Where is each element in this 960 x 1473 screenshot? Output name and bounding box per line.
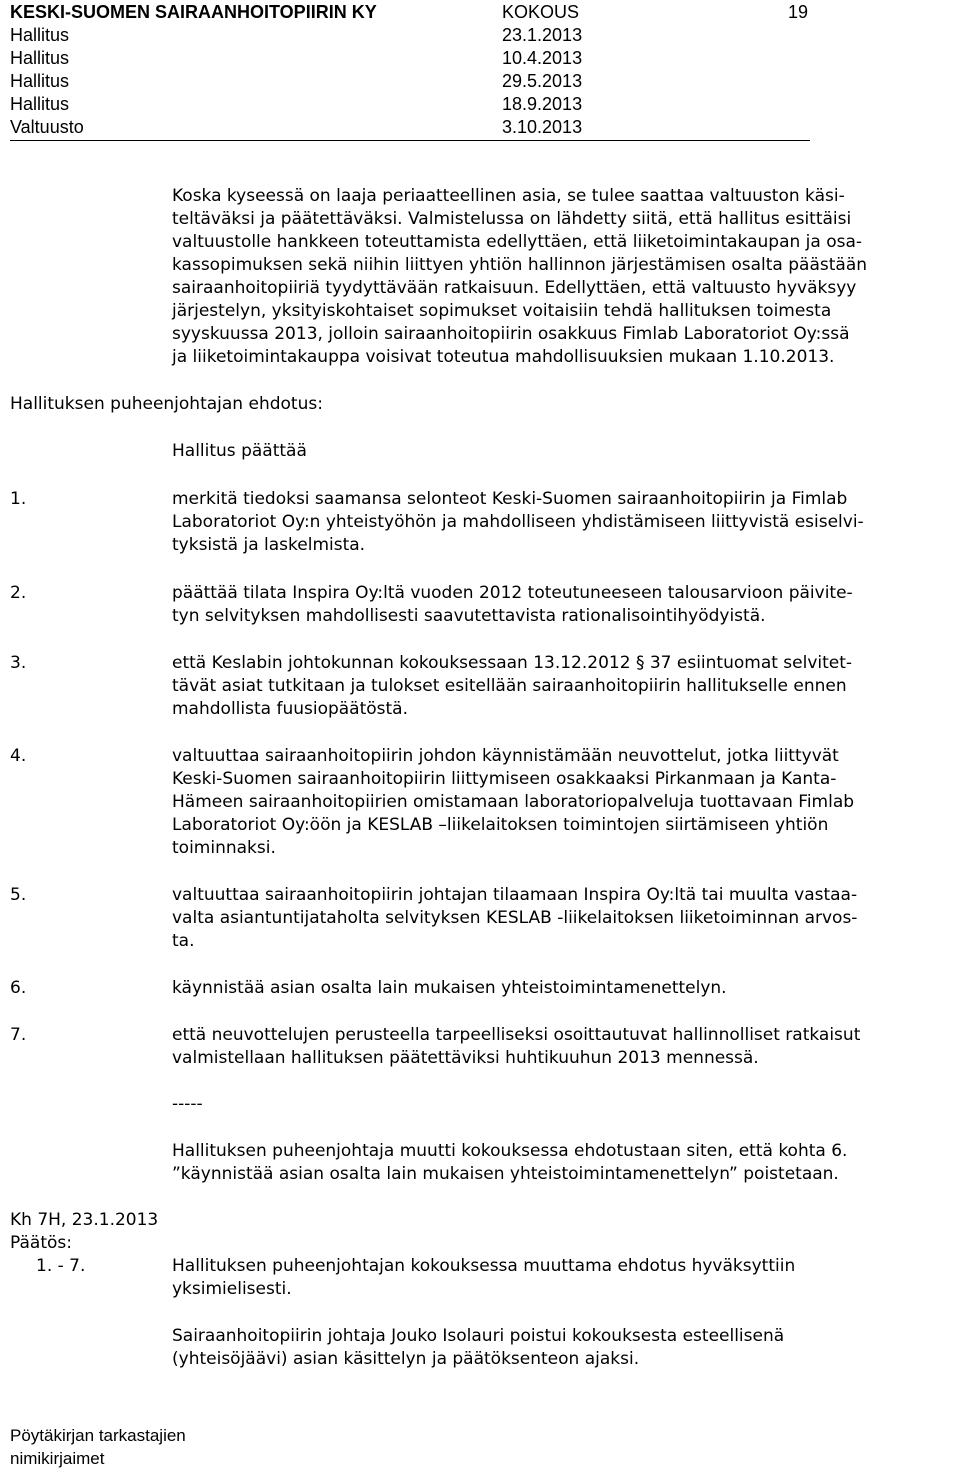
item-number: 1. <box>10 489 27 509</box>
item-line: käynnistää asian osalta lain mukaisen yhteistoimintamenettelyn. <box>172 978 727 998</box>
decision-label: Päätös: <box>10 1233 72 1253</box>
chair-note-line: ”käynnistää asian osalta lain mukaisen yhteistoimintamenettelyn” poistetaan. <box>172 1164 839 1184</box>
decision-text-line: Hallituksen puheenjohtajan kokouksessa muuttama ehdotus hyväksyttiin <box>172 1256 796 1276</box>
item-line: Laboratoriot Oy:n yhteistyöhön ja mahdolliseen yhdistämiseen liittyvistä esiselvi- <box>172 512 864 532</box>
page-number: 19 <box>788 2 809 22</box>
item-number: 2. <box>10 583 27 603</box>
separator: ----- <box>172 1094 203 1114</box>
chair-note-line: Hallituksen puheenjohtaja muutti kokouksessa ehdotustaan siten, että kohta 6. <box>172 1141 848 1161</box>
decision-reference: Kh 7H, 23.1.2013 <box>10 1210 159 1230</box>
intro-line: teltäväksi ja päätettäväksi. Valmistelussa on lähdetty siitä, että hallitus esittäisi <box>172 209 852 229</box>
meeting-date: 29.5.2013 <box>502 71 583 91</box>
meeting-body: Hallitus <box>10 48 70 68</box>
decision-note-line: Sairaanhoitopiirin johtaja Jouko Isolauri poistui kokouksesta esteellisenä <box>172 1326 785 1346</box>
intro-line: sairaanhoitopiiriä tyydyttävään ratkaisuun. Edellyttäen, että valtuusto hyväksyy <box>172 278 857 298</box>
item-number: 3. <box>10 653 27 673</box>
header-divider <box>10 140 810 141</box>
decides-heading: Hallitus päättää <box>172 441 307 461</box>
item-number: 6. <box>10 978 27 998</box>
item-line: että neuvottelujen perusteella tarpeelliseksi osoittautuvat hallinnolliset ratkaisut <box>172 1025 861 1045</box>
item-line: valmistellaan hallituksen päätettäviksi huhtikuuhun 2013 mennessä. <box>172 1048 759 1068</box>
item-line: valtuuttaa sairaanhoitopiirin johdon käynnistämään neuvottelut, jotka liittyvät <box>172 746 839 766</box>
meeting-label: KOKOUS <box>502 2 580 22</box>
item-line: tyksistä ja laskelmista. <box>172 535 366 555</box>
meeting-body: Hallitus <box>10 25 70 45</box>
decision-note-line: (yhteisöjäävi) asian käsittelyn ja päätöksenteon ajaksi. <box>172 1349 640 1369</box>
meeting-body: Hallitus <box>10 94 70 114</box>
meeting-body: Hallitus <box>10 71 70 91</box>
decision-text-line: yksimielisesti. <box>172 1279 292 1299</box>
item-line: Keski-Suomen sairaanhoitopiirin liittymiseen osakkaaksi Pirkanmaan ja Kanta- <box>172 769 837 789</box>
meeting-date: 3.10.2013 <box>502 117 583 137</box>
intro-line: syyskuussa 2013, jolloin sairaanhoitopiirin osakkuus Fimlab Laboratoriot Oy:ssä <box>172 324 850 344</box>
item-line: mahdollista fuusiopäätöstä. <box>172 699 409 719</box>
item-line: merkitä tiedoksi saamansa selonteot Keski-Suomen sairaanhoitopiirin ja Fimlab <box>172 489 848 509</box>
intro-line: kassopimuksen sekä niihin liittyen yhtiön hallinnon järjestämisen osalta päästään <box>172 255 868 275</box>
item-line: tyn selvityksen mahdollisesti saavutettavista rationalisointihyödyistä. <box>172 606 766 626</box>
proposal-heading: Hallituksen puheenjohtajan ehdotus: <box>10 394 323 414</box>
item-line: ta. <box>172 931 195 951</box>
decision-range: 1. - 7. <box>36 1256 86 1276</box>
item-number: 4. <box>10 746 27 766</box>
item-number: 7. <box>10 1025 27 1045</box>
intro-line: järjestelyn, yksityiskohtaiset sopimukset voitaisiin tehdä hallituksen toimesta <box>172 301 832 321</box>
intro-line: valtuustolle hankkeen toteuttamista edellyttäen, että liiketoimintakaupan ja osa- <box>172 232 863 252</box>
meeting-date: 23.1.2013 <box>502 25 583 45</box>
footer-label: nimikirjaimet <box>10 1449 105 1468</box>
item-line: päättää tilata Inspira Oy:ltä vuoden 2012 toteutuneeseen talousarvioon päivite- <box>172 583 853 603</box>
item-line: toiminnaksi. <box>172 838 276 858</box>
intro-line: Koska kyseessä on laaja periaatteellinen asia, se tulee saattaa valtuuston käsi- <box>172 186 845 206</box>
item-line: valtuuttaa sairaanhoitopiirin johtajan tilaamaan Inspira Oy:ltä tai muulta vastaa- <box>172 885 858 905</box>
footer-label: Pöytäkirjan tarkastajien <box>10 1426 186 1445</box>
item-number: 5. <box>10 885 27 905</box>
organization-title: KESKI-SUOMEN SAIRAANHOITOPIIRIN KY <box>10 2 377 22</box>
item-line: valta asiantuntijataholta selvityksen KESLAB -liikelaitoksen liiketoiminnan arvos- <box>172 908 858 928</box>
item-line: tävät asiat tutkitaan ja tulokset esitellään sairaanhoitopiirin hallitukselle ennen <box>172 676 847 696</box>
item-line: Hämeen sairaanhoitopiirien omistamaan laboratoriopalveluja tuottavaan Fimlab <box>172 792 855 812</box>
meeting-date: 18.9.2013 <box>502 94 583 114</box>
intro-line: ja liiketoimintakauppa voisivat toteutua mahdollisuuksien mukaan 1.10.2013. <box>172 347 835 367</box>
meeting-body: Valtuusto <box>10 117 84 137</box>
item-line: että Keslabin johtokunnan kokouksessaan 13.12.2012 § 37 esiintuomat selvitet- <box>172 653 853 673</box>
item-line: Laboratoriot Oy:öön ja KESLAB –liikelaitoksen toimintojen siirtämiseen yhtiön <box>172 815 829 835</box>
meeting-date: 10.4.2013 <box>502 48 583 68</box>
